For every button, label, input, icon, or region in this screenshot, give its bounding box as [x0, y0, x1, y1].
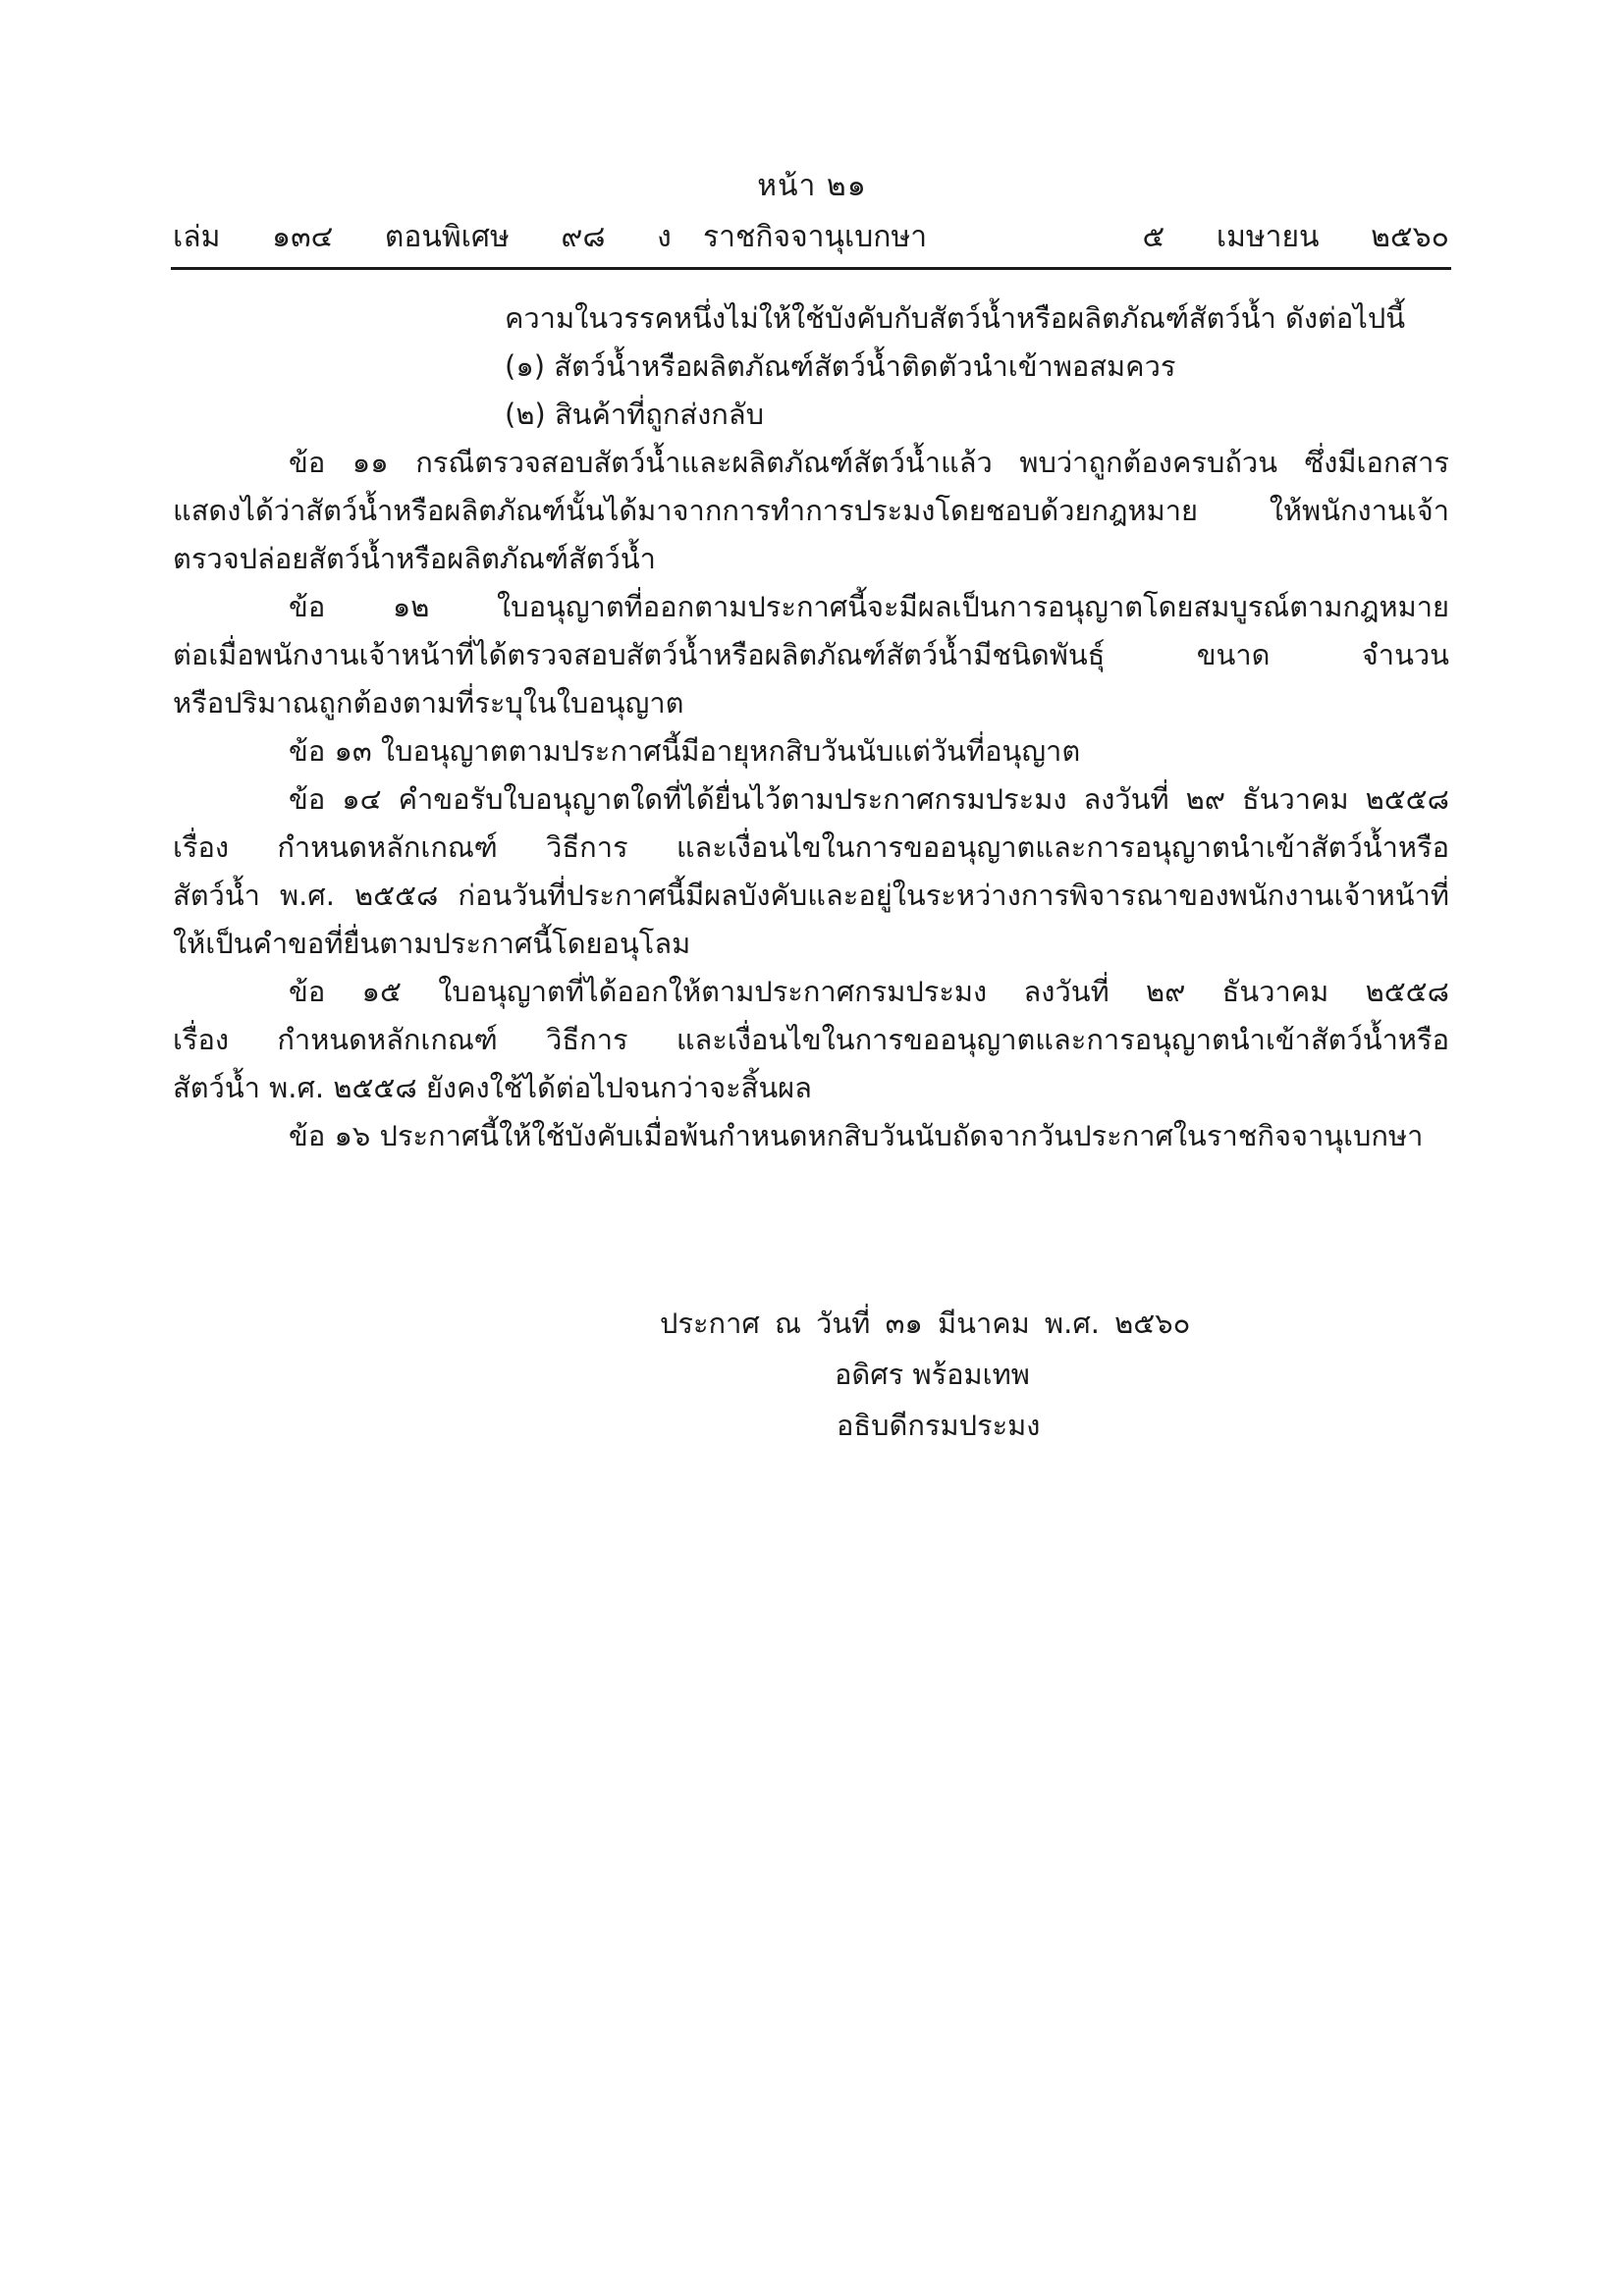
clause-14-line: ข้อ ๑๔ คำขอรับใบอนุญาตใดที่ได้ยื่นไว้ตามประกาศกรมประมง ลงวันที่ ๒๙ ธันวาคม ๒๕๕๘: [289, 782, 1449, 816]
clause-11-line: ตรวจปล่อยสัตว์น้ำหรือผลิตภัณฑ์สัตว์น้ำ: [173, 542, 656, 575]
clause-11-line: ข้อ ๑๑ กรณีตรวจสอบสัตว์น้ำและผลิตภัณฑ์สัตว์น้ำแล้ว พบว่าถูกต้องครบถ้วน ซึ่งมีเอกสาร: [289, 446, 1449, 479]
clause-14-line: เรื่อง กำหนดหลักเกณฑ์ วิธีการ และเงื่อนไขในการขออนุญาตและการอนุญาตนำเข้าสัตว์น้ำหรือ: [173, 830, 1449, 864]
header-divider: [171, 267, 1451, 270]
clause-15-line: สัตว์น้ำ พ.ศ. ๒๕๕๘ ยังคงใช้ได้ต่อไปจนกว่าจะสิ้นผล: [173, 1071, 812, 1104]
signature-block: [173, 1298, 1449, 1451]
clause-15-line: ข้อ ๑๕ ใบอนุญาตที่ได้ออกให้ตามประกาศกรมประมง ลงวันที่ ๒๙ ธันวาคม ๒๕๕๘: [289, 975, 1449, 1008]
page-number: หน้า ๒๑: [757, 169, 867, 203]
gazette-header: [173, 218, 1449, 261]
clause-13-line: ข้อ ๑๓ ใบอนุญาตตามประกาศนี้มีอายุหกสิบวันนับแต่วันที่อนุญาต: [289, 734, 1081, 768]
list-item: (๒) สินค้าที่ถูกส่งกลับ: [505, 398, 765, 431]
publication-date: ๕ เมษายน ๒๕๖๐: [1142, 220, 1449, 254]
publication-name: ราชกิจจานุเบกษา: [703, 220, 928, 254]
clause-14-line: ให้เป็นคำขอที่ยื่นตามประกาศนี้โดยอนุโลม: [173, 927, 691, 960]
clause-12-line: ข้อ ๑๒ ใบอนุญาตที่ออกตามประกาศนี้จะมีผลเป็นการอนุญาตโดยสมบูรณ์ตามกฎหมาย: [289, 590, 1449, 623]
signatory-title: อธิบดีกรมประมง: [837, 1409, 1041, 1442]
announcement-date: ประกาศ ณ วันที่ ๓๑ มีนาคม พ.ศ. ๒๕๖๐: [660, 1307, 1191, 1340]
clause-16-line: ข้อ ๑๖ ประกาศนี้ให้ใช้บังคับเมื่อพ้นกำหนดหกสิบวันนับถัดจากวันประกาศในราชกิจจานุเบกษา: [289, 1119, 1424, 1152]
clause-11-line: แสดงได้ว่าสัตว์น้ำหรือผลิตภัณฑ์นั้นได้มาจากการทำการประมงโดยชอบด้วยกฎหมาย ให้พนักงานเจ้า: [173, 494, 1449, 527]
volume-issue: เล่ม ๑๓๔ ตอนพิเศษ ๙๘ ง: [173, 220, 672, 254]
signatory-name: อดิศร พร้อมเทพ: [835, 1358, 1030, 1391]
paragraph-line: ความในวรรคหนึ่งไม่ให้ใช้บังคับกับสัตว์น้ำหรือผลิตภัณฑ์สัตว์น้ำ ดังต่อไปนี้: [505, 301, 1406, 335]
clause-12-line: หรือปริมาณถูกต้องตามที่ระบุในใบอนุญาต: [173, 686, 684, 720]
clause-14-line: สัตว์น้ำ พ.ศ. ๒๕๕๘ ก่อนวันที่ประกาศนี้มีผลบังคับและอยู่ในระหว่างการพิจารณาของพนักงานเจ้าหน้าที่: [173, 879, 1449, 912]
clause-12-line: ต่อเมื่อพนักงานเจ้าหน้าที่ได้ตรวจสอบสัตว์น้ำหรือผลิตภัณฑ์สัตว์น้ำมีชนิดพันธุ์ ขนาด จำนวน: [173, 638, 1449, 671]
clause-15-line: เรื่อง กำหนดหลักเกณฑ์ วิธีการ และเงื่อนไขในการขออนุญาตและการอนุญาตนำเข้าสัตว์น้ำหรือ: [173, 1023, 1449, 1056]
list-item: (๑) สัตว์น้ำหรือผลิตภัณฑ์สัตว์น้ำติดตัวนำเข้าพอสมควร: [505, 349, 1176, 383]
document-body: [173, 294, 1449, 1160]
